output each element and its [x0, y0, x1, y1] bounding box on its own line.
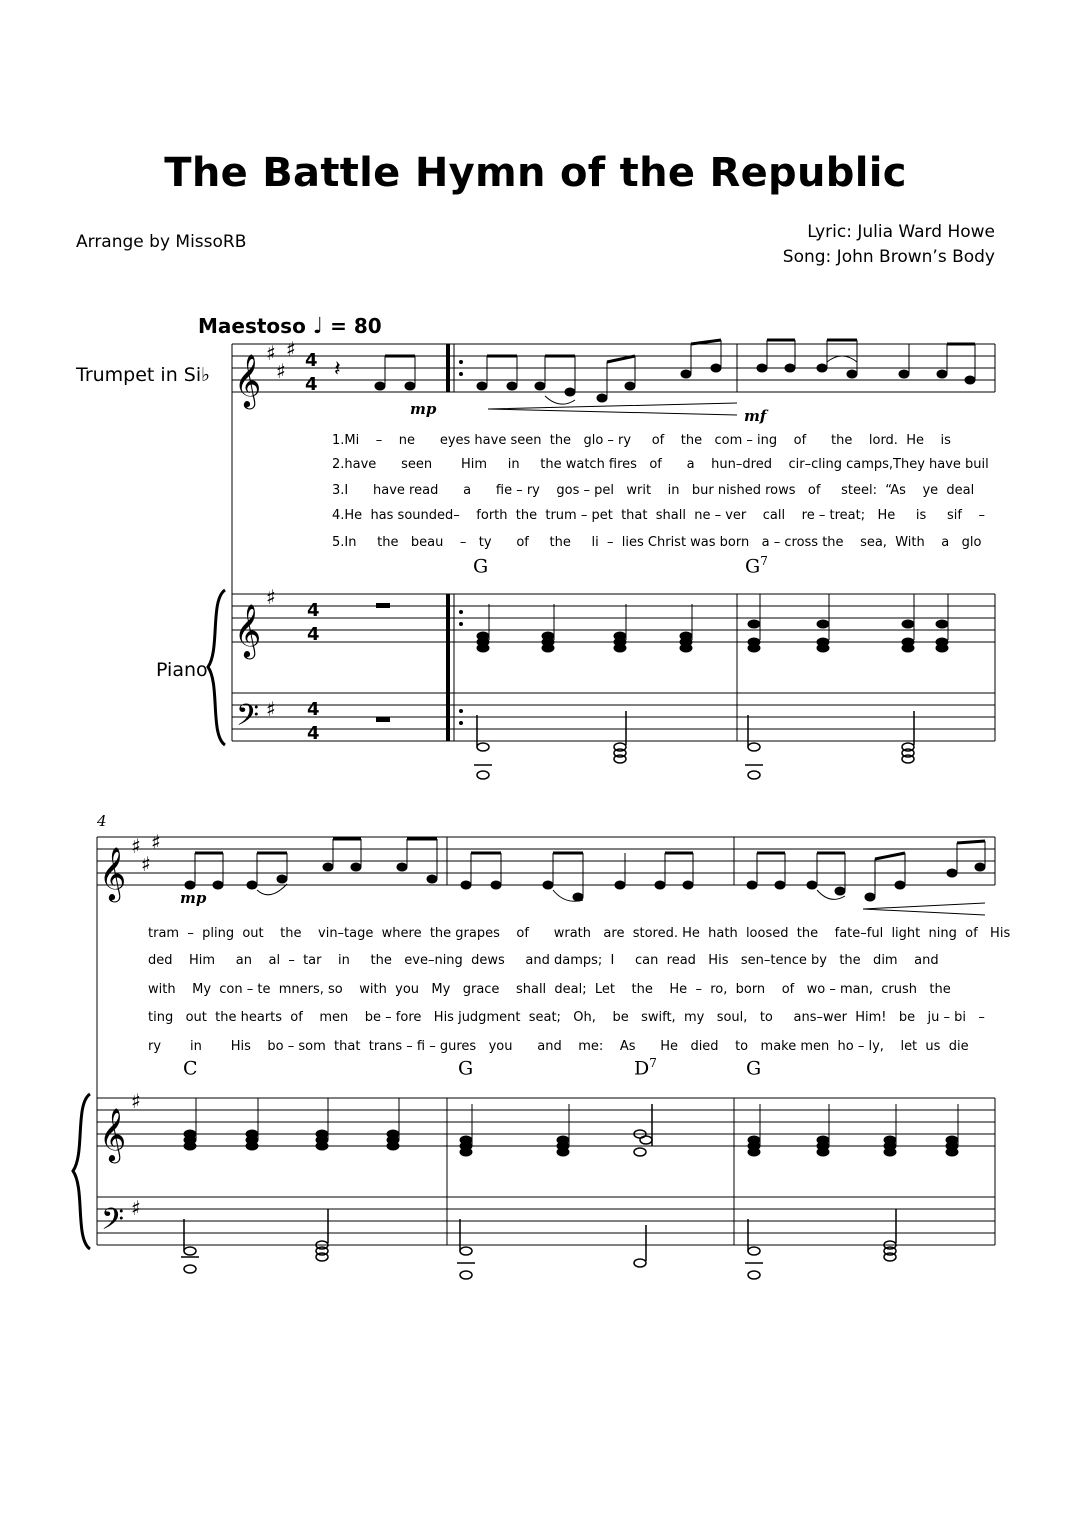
score-title: The Battle Hymn of the Republic [164, 150, 907, 196]
whole-rest-icon [376, 717, 390, 722]
lyric-verse-3: 3.I have read a fie – ry gos – pel writ in bur nished rows of steel: “As ye deal [332, 483, 975, 498]
time-sig-top: 4 [307, 600, 320, 621]
treble-clef-icon: 𝄞 [234, 353, 262, 407]
quarter-note-icon: ♩ [312, 314, 324, 339]
note-pair [937, 344, 975, 384]
piano-label: Piano [156, 659, 208, 681]
trumpet-notes-1 [375, 340, 975, 402]
dynamic-mp: mp [410, 400, 437, 418]
treble-clef-icon: 𝄞 [99, 1107, 127, 1161]
lyric-credit: Lyric: Julia Ward Howe [807, 222, 995, 242]
time-sig-top: 4 [307, 699, 320, 720]
piano-bass-staff-1 [232, 693, 995, 741]
note-pair [323, 839, 361, 871]
note-pair [535, 356, 575, 396]
note-pair [655, 853, 693, 889]
note-pair [247, 853, 287, 889]
sharp-icon: ♯ [131, 834, 141, 858]
sharp-icon: ♯ [266, 697, 276, 721]
note-pair [185, 853, 223, 889]
bass-clef-icon: 𝄢 [101, 1203, 125, 1244]
lyric-verse-1: 1.Mi – ne eyes have seen the glo – ry of the com – ing of the lord. He is [332, 433, 951, 448]
piano-bass-chords-2 [181, 1209, 896, 1279]
time-sig-top: 4 [305, 350, 318, 371]
note-pair [543, 853, 583, 901]
quarter-rest-icon: 𝄽 [334, 357, 341, 382]
piano-bass-chords-1 [474, 711, 914, 779]
lyric-verse-5: 5.In the beau – ty of the li – lies Christ was born a – cross the sea, With a glo [332, 535, 982, 550]
chord-symbol: $G^7$ [745, 554, 768, 578]
piano-treble-chords-1 [477, 594, 948, 652]
bass-clef-icon: 𝄢 [236, 699, 260, 740]
lyric-verse-3: with My con – te mners, so with you My grace shall deal; Let the He – ro, born of wo – man, crush the [148, 982, 951, 997]
note-single [615, 853, 625, 889]
note-pair [817, 340, 857, 378]
note-pair [681, 340, 721, 378]
note-pair [597, 356, 635, 402]
chord-symbol: G [458, 1057, 474, 1080]
crescendo-hairpin [488, 403, 737, 415]
arranger-credit: Arrange by MissoRB [76, 232, 247, 252]
note-pair [747, 853, 785, 889]
sharp-icon: ♯ [131, 1196, 141, 1220]
note-single [899, 344, 909, 378]
sharp-icon: ♯ [131, 1089, 141, 1113]
note-pair [375, 356, 415, 390]
note-pair [947, 841, 985, 877]
chord-symbol: G [473, 555, 489, 578]
trumpet-staff-2 [97, 837, 995, 885]
piano-treble-staff-1 [232, 594, 995, 642]
chord-symbol: $D^7$ [634, 1056, 657, 1080]
piano-treble-staff-2 [97, 1098, 995, 1146]
piano-bass-staff-2 [97, 1197, 995, 1245]
time-sig-bottom: 4 [307, 624, 320, 645]
tempo-text: Maestoso [198, 314, 306, 338]
time-sig-bottom: 4 [307, 723, 320, 744]
sharp-icon: ♯ [266, 341, 276, 365]
tempo-bpm: = 80 [330, 314, 382, 338]
trumpet-notes-2 [185, 839, 985, 901]
chord-symbol: C [183, 1057, 198, 1080]
sharp-icon: ♯ [151, 830, 161, 854]
treble-clef-icon: 𝄞 [99, 846, 127, 900]
lyric-verse-5: ry in His bo – som that trans – fi – gures you and me: As He died to make men ho – ly, let us die [148, 1039, 969, 1054]
trumpet-staff-1 [232, 344, 995, 392]
sharp-icon: ♯ [286, 337, 296, 361]
whole-rest-icon [376, 603, 390, 608]
sharp-icon: ♯ [141, 852, 151, 876]
treble-clef-icon: 𝄞 [234, 603, 262, 657]
crescendo-hairpin [863, 903, 985, 915]
dynamic-mf: mf [744, 407, 767, 425]
note-pair [807, 853, 845, 895]
note-pair [477, 356, 517, 390]
piano-treble-chords-2 [184, 1098, 958, 1156]
song-credit: Song: John Brown’s Body [782, 247, 995, 267]
chord-symbol: G [746, 1057, 762, 1080]
measure-number: 4 [97, 812, 107, 830]
note-pair [461, 853, 501, 889]
lyric-verse-4: ting out the hearts of men be – fore His judgment seat; Oh, be swift, my soul, to ans–wer Him! be ju – bi – [148, 1010, 985, 1025]
time-sig-bottom: 4 [305, 374, 318, 395]
dynamic-mp: mp [180, 889, 207, 907]
sharp-icon: ♯ [276, 359, 286, 383]
lyric-verse-2: ded Him an al – tar in the eve–ning dews and damps; I can read His sen–tence by the dim and [148, 953, 939, 968]
lyric-verse-2: 2.have seen Him in the watch fires of a hun–dred cir–cling camps,They have buil [332, 457, 989, 472]
trumpet-label: Trumpet in Si♭ [76, 364, 211, 386]
lyric-verse-1: tram – pling out the vin–tage where the grapes of wrath are stored. He hath loosed the fate–ful light ning of His [148, 926, 1011, 941]
note-pair [865, 853, 905, 901]
lyric-verse-4: 4.He has sounded– forth the trum – pet that shall ne – ver call re – treat; He is sif – [332, 508, 985, 523]
sharp-icon: ♯ [266, 585, 276, 609]
slurs [257, 356, 857, 901]
